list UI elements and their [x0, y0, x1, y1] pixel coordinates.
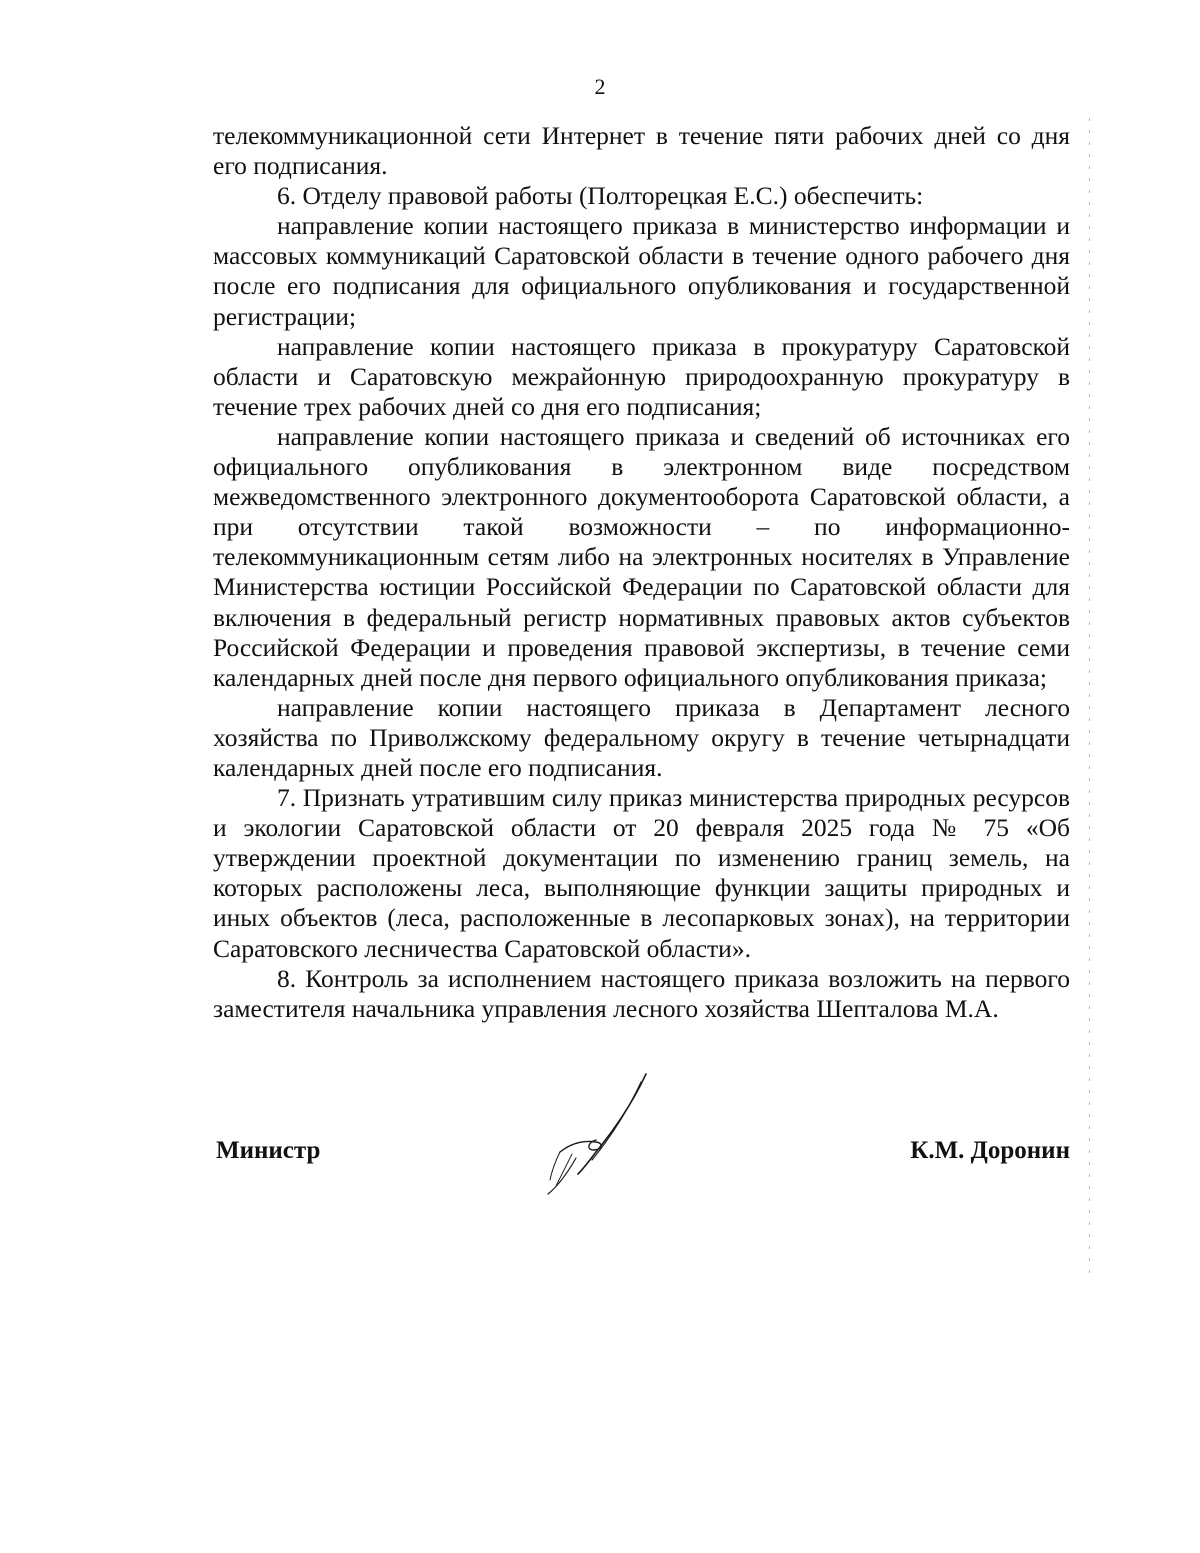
scan-edge-marks	[1088, 118, 1091, 1278]
paragraph-item-8: 8. Контроль за исполнением настоящего приказа возложить на первого заместителя начальника управления лесного хозяйства Шепталова М.А.	[213, 963, 1070, 1023]
paragraph-item-7: 7. Признать утратившим силу приказ министерства природных ресурсов и экологии Саратовской области от 20 февраля 2025 года № 75 «Об утверждении проектной документации по изменению границ земель, на которых расположены леса, выполняющие функции защиты природных и иных объектов (леса, расположенные в лесопарковых зонах), на территории Саратовского лесничества Саратовской области».	[213, 783, 1070, 963]
paragraph-subitem-ministry-information: направление копии настоящего приказа в министерство информации и массовых коммуникаций Саратовской области в течение одного рабочего дня после его подписания для официального опубликования и государственной регистрации;	[213, 211, 1070, 331]
signer-position: Министр	[216, 1137, 321, 1164]
paragraph-subitem-justice-ministry: направление копии настоящего приказа и сведений об источниках его официального опубликования в электронном виде посредством межведомственного электронного документооборота Саратовской области, а при отсутствии такой возможности – по информационно-телекоммуникационным сетям либо на электронных носителях в Управление Министерства юстиции Российской Федерации по Саратовской области для включения в федеральный регистр нормативных правовых актов субъектов Российской Федерации и проведения правовой экспертизы, в течение семи календарных дней после дня первого официального опубликования приказа;	[213, 421, 1070, 692]
handwritten-signature	[540, 1068, 660, 1200]
document-body	[213, 121, 1070, 1024]
paragraph-item-6: 6. Отделу правовой работы (Полторецкая Е.С.) обеспечить:	[277, 181, 924, 211]
paragraph-subitem-forestry-department: направление копии настоящего приказа в Департамент лесного хозяйства по Приволжскому федеральному округу в течение четырнадцати календарных дней после его подписания.	[213, 692, 1070, 782]
page-number: 2	[594, 74, 606, 99]
signer-name: К.М. Доронин	[910, 1137, 1070, 1164]
paragraph-subitem-prosecutor: направление копии настоящего приказа в прокуратуру Саратовской области и Саратовскую межрайонную природоохранную прокуратуру в течение трех рабочих дней со дня его подписания;	[213, 331, 1070, 421]
paragraph-continuation: телекоммуникационной сети Интернет в течение пяти рабочих дней со дня его подписания.	[213, 121, 1070, 181]
